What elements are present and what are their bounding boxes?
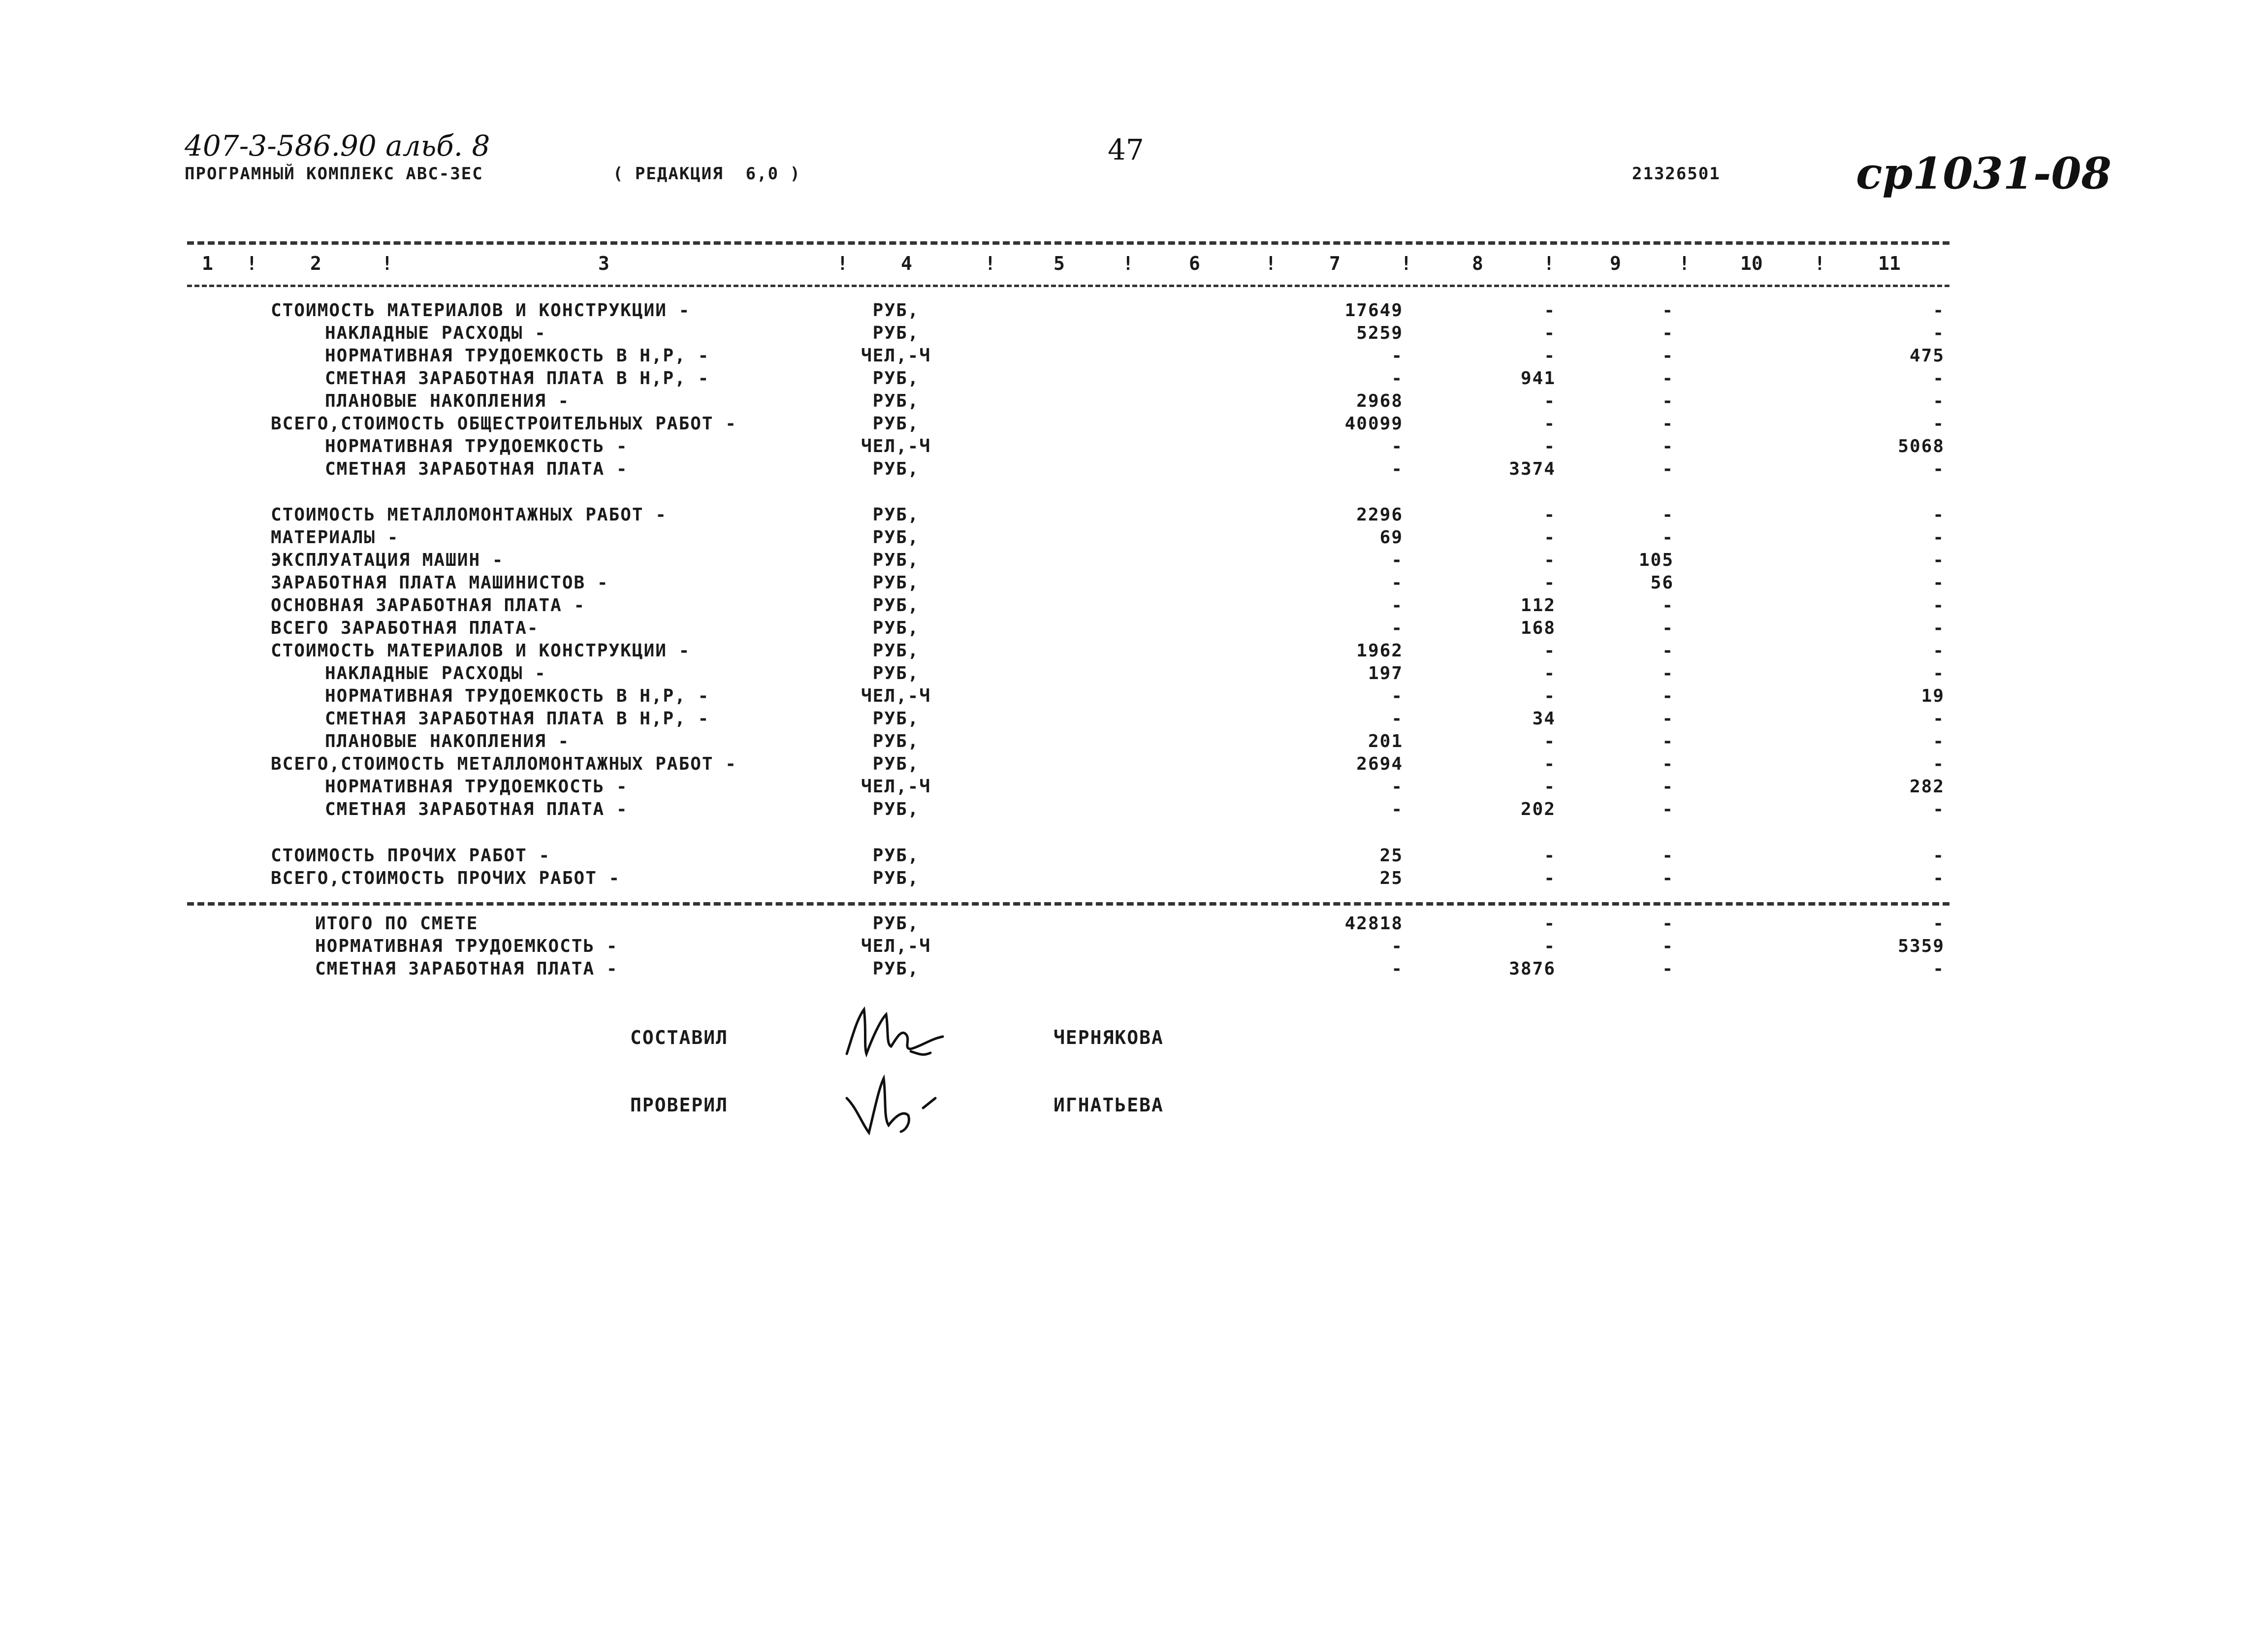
cell-col11: - (1933, 641, 1945, 661)
cell-col8: - (1544, 414, 1556, 434)
row-unit: РУБ, (872, 641, 920, 661)
row-label: МАТЕРИАЛЫ - (271, 527, 399, 548)
cell-col7: 201 (1368, 731, 1403, 751)
cell-col7: - (1391, 709, 1403, 729)
cell-col11: - (1933, 754, 1945, 774)
cell-col8: - (1544, 663, 1556, 684)
cell-col7: - (1391, 436, 1403, 456)
cell-col9: - (1662, 777, 1674, 797)
cell-col11: - (1933, 913, 1945, 934)
cell-col9: 56 (1650, 573, 1674, 593)
column-number: 6 (1189, 253, 1200, 274)
cell-col9: - (1662, 754, 1674, 774)
cell-col8: - (1544, 323, 1556, 343)
page-number: 47 (1108, 133, 1144, 166)
cell-col11: 282 (1909, 777, 1945, 797)
cell-col8: 941 (1520, 368, 1556, 389)
checked-by-label: ПРОВЕРИЛ (630, 1094, 729, 1116)
column-number: 2 (310, 253, 321, 274)
cell-col8: - (1544, 505, 1556, 525)
cell-col11: - (1933, 618, 1945, 638)
cell-col11: - (1933, 709, 1945, 729)
totals-rule (187, 902, 1949, 906)
cell-col8: 34 (1532, 709, 1556, 729)
table-row (0, 414, 2268, 436)
cell-col9: - (1662, 846, 1674, 866)
row-label: СМЕТНАЯ ЗАРАБОТНАЯ ПЛАТА - (325, 799, 628, 819)
column-number: 10 (1740, 253, 1763, 274)
table-row (0, 777, 2268, 799)
row-label: ПЛАНОВЫЕ НАКОПЛЕНИЯ - (325, 391, 570, 411)
cell-col11: 5068 (1898, 436, 1945, 456)
cell-col7: - (1391, 459, 1403, 479)
cell-col9: - (1662, 913, 1674, 934)
cell-col7: - (1391, 936, 1403, 956)
row-label: СТОИМОСТЬ ПРОЧИХ РАБОТ - (271, 846, 551, 866)
row-label: ВСЕГО,СТОИМОСТЬ МЕТАЛЛОМОНТАЖНЫХ РАБОТ - (271, 754, 737, 774)
row-unit: РУБ, (872, 731, 920, 751)
cell-col9: - (1662, 641, 1674, 661)
table-row (0, 573, 2268, 595)
row-unit: РУБ, (872, 959, 920, 979)
cell-col11: - (1933, 300, 1945, 321)
cell-col7: 17649 (1344, 300, 1403, 321)
cell-col9: - (1662, 936, 1674, 956)
cell-col9: - (1662, 709, 1674, 729)
cell-col11: - (1933, 868, 1945, 888)
table-top-rule (187, 241, 1949, 245)
compiler-signature (837, 1000, 965, 1074)
cell-col8: 3876 (1509, 959, 1556, 979)
table-row (0, 799, 2268, 822)
cell-col8: - (1544, 846, 1556, 866)
cell-col9: - (1662, 346, 1674, 366)
row-unit: РУБ, (872, 913, 920, 934)
table-row (0, 595, 2268, 618)
cell-col7: 197 (1368, 663, 1403, 684)
cell-col9: 105 (1638, 550, 1674, 570)
cell-col7: 5259 (1356, 323, 1403, 343)
cell-col7: - (1391, 550, 1403, 570)
cell-col11: - (1933, 505, 1945, 525)
row-unit: РУБ, (872, 550, 920, 570)
program-name: ПРОГРАМНЫЙ КОМПЛЕКС АВС-3ЕС (185, 164, 483, 184)
cell-col11: 475 (1909, 346, 1945, 366)
row-label: НОРМАТИВНАЯ ТРУДОЕМКОСТЬ В Н,Р, - (325, 346, 710, 366)
cell-col7: - (1391, 595, 1403, 616)
cell-col11: - (1933, 550, 1945, 570)
cell-col7: - (1391, 618, 1403, 638)
cell-col7: - (1391, 799, 1403, 819)
cell-col8: - (1544, 686, 1556, 706)
cell-col9: - (1662, 959, 1674, 979)
compiler-name: ЧЕРНЯКОВА (1054, 1027, 1164, 1048)
row-label: ВСЕГО,СТОИМОСТЬ ПРОЧИХ РАБОТ - (271, 868, 621, 888)
cell-col11: - (1933, 573, 1945, 593)
document-code: 407-3-586.90 альб. 8 (185, 129, 490, 163)
cell-col9: - (1662, 323, 1674, 343)
column-number: 1 (202, 253, 213, 274)
column-separator: ! (985, 253, 996, 274)
column-separator: ! (1265, 253, 1277, 274)
cell-col11: - (1933, 368, 1945, 389)
cell-col8: - (1544, 300, 1556, 321)
row-label: НАКЛАДНЫЕ РАСХОДЫ - (325, 663, 546, 684)
cell-col9: - (1662, 799, 1674, 819)
cell-col11: - (1933, 846, 1945, 866)
column-separator: ! (1543, 253, 1555, 274)
row-unit: РУБ, (872, 414, 920, 434)
column-separator: ! (246, 253, 257, 274)
cell-col8: - (1544, 436, 1556, 456)
row-label: НАКЛАДНЫЕ РАСХОДЫ - (325, 323, 546, 343)
table-row (0, 459, 2268, 482)
column-number: 11 (1878, 253, 1901, 274)
row-unit: РУБ, (872, 868, 920, 888)
cell-col8: - (1544, 913, 1556, 934)
row-label: ОСНОВНАЯ ЗАРАБОТНАЯ ПЛАТА - (271, 595, 586, 616)
row-unit: ЧЕЛ,-Ч (861, 436, 931, 456)
table-row (0, 754, 2268, 777)
cell-col9: - (1662, 595, 1674, 616)
row-unit: ЧЕЛ,-Ч (861, 346, 931, 366)
table-row (0, 527, 2268, 550)
table-row (0, 346, 2268, 368)
table-row (0, 618, 2268, 641)
column-number: 3 (598, 253, 609, 274)
table-row (0, 936, 2268, 959)
row-label: НОРМАТИВНАЯ ТРУДОЕМКОСТЬ В Н,Р, - (325, 686, 710, 706)
row-label: ЗАРАБОТНАЯ ПЛАТА МАШИНИСТОВ - (271, 573, 609, 593)
row-unit: РУБ, (872, 300, 920, 321)
row-unit: РУБ, (872, 459, 920, 479)
cell-col8: - (1544, 777, 1556, 797)
cell-col9: - (1662, 868, 1674, 888)
cell-col11: - (1933, 595, 1945, 616)
row-unit: РУБ, (872, 595, 920, 616)
cell-col11: - (1933, 414, 1945, 434)
cell-col11: 5359 (1898, 936, 1945, 956)
row-label: ВСЕГО,СТОИМОСТЬ ОБЩЕСТРОИТЕЛЬНЫХ РАБОТ - (271, 414, 737, 434)
cell-col9: - (1662, 505, 1674, 525)
cell-col7: 2968 (1356, 391, 1403, 411)
compiled-by-label: СОСТАВИЛ (630, 1027, 729, 1048)
row-label: ПЛАНОВЫЕ НАКОПЛЕНИЯ - (325, 731, 570, 751)
cell-col11: - (1933, 527, 1945, 548)
row-unit: ЧЕЛ,-Ч (861, 936, 931, 956)
row-unit: РУБ, (872, 709, 920, 729)
row-label: ИТОГО ПО СМЕТЕ (315, 913, 479, 934)
cell-col7: - (1391, 686, 1403, 706)
column-number: 7 (1329, 253, 1341, 274)
cell-col8: - (1544, 731, 1556, 751)
cell-col8: - (1544, 641, 1556, 661)
cell-col7: 2694 (1356, 754, 1403, 774)
row-label: СТОИМОСТЬ МАТЕРИАЛОВ И КОНСТРУКЦИИ - (271, 300, 691, 321)
cell-col8: - (1544, 754, 1556, 774)
cell-col8: - (1544, 346, 1556, 366)
row-unit: РУБ, (872, 618, 920, 638)
cell-col11: - (1933, 391, 1945, 411)
cell-col9: - (1662, 527, 1674, 548)
cell-col9: - (1662, 300, 1674, 321)
cell-col9: - (1662, 663, 1674, 684)
row-label: СМЕТНАЯ ЗАРАБОТНАЯ ПЛАТА В Н,Р, - (325, 368, 710, 389)
cell-col11: - (1933, 799, 1945, 819)
cell-col8: - (1544, 527, 1556, 548)
cell-col8: 3374 (1509, 459, 1556, 479)
cell-col7: - (1391, 573, 1403, 593)
row-unit: РУБ, (872, 799, 920, 819)
row-unit: РУБ, (872, 505, 920, 525)
table-row (0, 731, 2268, 754)
column-number: 9 (1610, 253, 1621, 274)
table-row (0, 913, 2268, 936)
row-label: ВСЕГО ЗАРАБОТНАЯ ПЛАТА- (271, 618, 539, 638)
row-unit: РУБ, (872, 391, 920, 411)
column-separator: ! (837, 253, 848, 274)
table-row (0, 436, 2268, 459)
cell-col7: 1962 (1356, 641, 1403, 661)
cell-col9: - (1662, 414, 1674, 434)
cell-col7: - (1391, 346, 1403, 366)
row-unit: РУБ, (872, 663, 920, 684)
cell-col7: - (1391, 368, 1403, 389)
cell-col8: - (1544, 391, 1556, 411)
table-row (0, 959, 2268, 981)
column-number: 8 (1472, 253, 1483, 274)
row-unit: ЧЕЛ,-Ч (861, 686, 931, 706)
row-label: СМЕТНАЯ ЗАРАБОТНАЯ ПЛАТА - (325, 459, 628, 479)
cell-col8: - (1544, 868, 1556, 888)
row-label: СТОИМОСТЬ МАТЕРИАЛОВ И КОНСТРУКЦИИ - (271, 641, 691, 661)
table-row (0, 846, 2268, 868)
row-unit: РУБ, (872, 846, 920, 866)
table-row (0, 868, 2268, 891)
table-row (0, 641, 2268, 663)
row-label: ЭКСПЛУАТАЦИЯ МАШИН - (271, 550, 504, 570)
table-row (0, 300, 2268, 323)
table-row (0, 709, 2268, 731)
cell-col11: - (1933, 459, 1945, 479)
cell-col7: 42818 (1344, 913, 1403, 934)
checker-signature (837, 1069, 965, 1138)
table-row (0, 505, 2268, 527)
checker-name: ИГНАТЬЕВА (1054, 1094, 1164, 1116)
cell-col7: - (1391, 777, 1403, 797)
stamp-code: ср1031-08 (1856, 148, 2112, 199)
cell-col8: - (1544, 573, 1556, 593)
row-label: НОРМАТИВНАЯ ТРУДОЕМКОСТЬ - (325, 777, 628, 797)
column-separator: ! (1814, 253, 1825, 274)
row-label: СМЕТНАЯ ЗАРАБОТНАЯ ПЛАТА В Н,Р, - (325, 709, 710, 729)
cell-col9: - (1662, 391, 1674, 411)
cell-col7: 2296 (1356, 505, 1403, 525)
cell-col7: 69 (1379, 527, 1403, 548)
row-label: НОРМАТИВНАЯ ТРУДОЕМКОСТЬ - (325, 436, 628, 456)
column-separator: ! (1679, 253, 1690, 274)
cell-col9: - (1662, 368, 1674, 389)
cell-col8: 168 (1520, 618, 1556, 638)
cell-col8: 112 (1520, 595, 1556, 616)
cell-col8: - (1544, 936, 1556, 956)
cell-col7: - (1391, 959, 1403, 979)
row-unit: ЧЕЛ,-Ч (861, 777, 931, 797)
column-number: 4 (901, 253, 912, 274)
row-unit: РУБ, (872, 527, 920, 548)
row-label: НОРМАТИВНАЯ ТРУДОЕМКОСТЬ - (315, 936, 618, 956)
cell-col9: - (1662, 686, 1674, 706)
cell-col8: - (1544, 550, 1556, 570)
cell-col11: 19 (1921, 686, 1945, 706)
cell-col7: 25 (1379, 846, 1403, 866)
row-unit: РУБ, (872, 323, 920, 343)
cell-col9: - (1662, 618, 1674, 638)
table-row (0, 323, 2268, 346)
program-edition: ( РЕДАКЦИЯ 6,0 ) (613, 164, 801, 184)
cell-col9: - (1662, 436, 1674, 456)
table-row (0, 391, 2268, 414)
row-label: СТОИМОСТЬ МЕТАЛЛОМОНТАЖНЫХ РАБОТ - (271, 505, 667, 525)
table-row (0, 663, 2268, 686)
column-separator: ! (1401, 253, 1412, 274)
column-separator: ! (382, 253, 393, 274)
document-number: 21326501 (1632, 164, 1721, 184)
cell-col7: 25 (1379, 868, 1403, 888)
cell-col11: - (1933, 323, 1945, 343)
cell-col7: 40099 (1344, 414, 1403, 434)
column-separator: ! (1122, 253, 1134, 274)
cell-col8: 202 (1520, 799, 1556, 819)
row-label: СМЕТНАЯ ЗАРАБОТНАЯ ПЛАТА - (315, 959, 618, 979)
cell-col11: - (1933, 959, 1945, 979)
cell-col9: - (1662, 459, 1674, 479)
table-row (0, 686, 2268, 709)
table-row (0, 550, 2268, 573)
cell-col11: - (1933, 731, 1945, 751)
cell-col11: - (1933, 663, 1945, 684)
column-number: 5 (1054, 253, 1065, 274)
row-unit: РУБ, (872, 573, 920, 593)
row-unit: РУБ, (872, 368, 920, 389)
table-row (0, 368, 2268, 391)
table-header-rule (187, 285, 1949, 287)
row-unit: РУБ, (872, 754, 920, 774)
cell-col9: - (1662, 731, 1674, 751)
